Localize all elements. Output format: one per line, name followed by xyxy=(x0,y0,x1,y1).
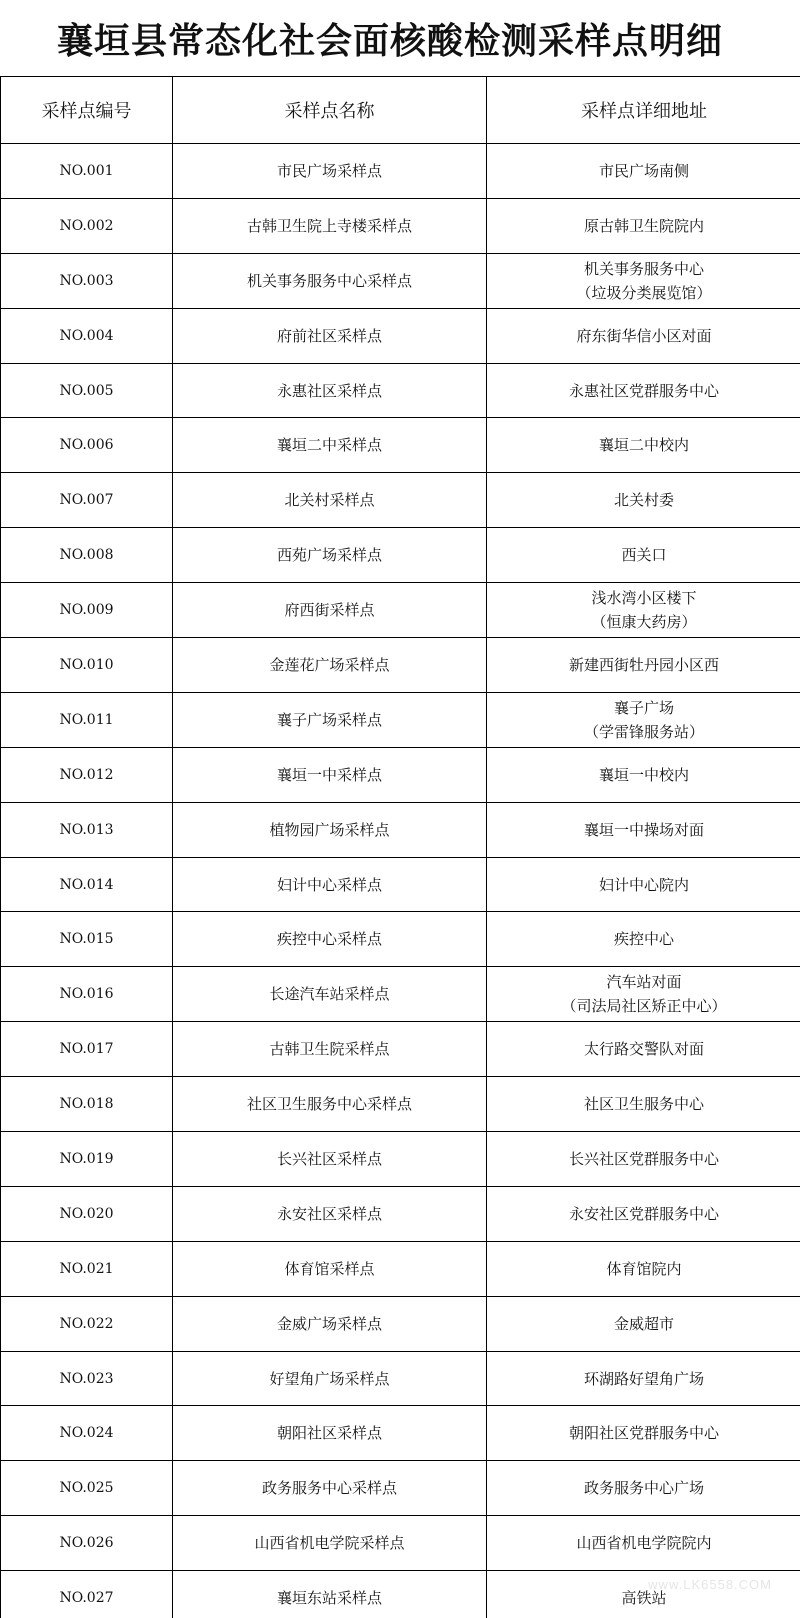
cell-name: 襄垣一中采样点 xyxy=(173,747,487,802)
cell-code: NO.018 xyxy=(1,1077,173,1132)
cell-code: NO.013 xyxy=(1,802,173,857)
cell-name: 永惠社区采样点 xyxy=(173,363,487,418)
cell-name: 市民广场采样点 xyxy=(173,144,487,199)
cell-name: 长兴社区采样点 xyxy=(173,1132,487,1187)
cell-code: NO.006 xyxy=(1,418,173,473)
address-line: 汽车站对面 xyxy=(606,973,682,992)
cell-address xyxy=(487,692,800,747)
cell-address xyxy=(487,1571,800,1618)
table-row xyxy=(1,1186,800,1241)
cell-address xyxy=(487,1516,800,1571)
address-line: 襄子广场 xyxy=(613,698,674,717)
header-row xyxy=(1,77,800,144)
cell-address xyxy=(487,1186,800,1241)
address-line: 府东街华信小区对面 xyxy=(576,326,712,345)
address-line: 襄垣二中校内 xyxy=(598,436,689,455)
cell-code: NO.021 xyxy=(1,1241,173,1296)
cell-code: NO.027 xyxy=(1,1571,173,1618)
cell-name: 社区卫生服务中心采样点 xyxy=(173,1077,487,1132)
table-row xyxy=(1,528,800,583)
cell-name: 西苑广场采样点 xyxy=(173,528,487,583)
cell-code: NO.001 xyxy=(1,144,173,199)
table-container xyxy=(0,76,800,1618)
cell-name: 永安社区采样点 xyxy=(173,1186,487,1241)
address-line: 政务服务中心广场 xyxy=(583,1479,704,1498)
table-row xyxy=(1,1351,800,1406)
table-row xyxy=(1,1296,800,1351)
cell-code: NO.019 xyxy=(1,1132,173,1187)
address-line: 高铁站 xyxy=(621,1589,667,1608)
table-row xyxy=(1,857,800,912)
table-row xyxy=(1,198,800,253)
cell-code: NO.025 xyxy=(1,1461,173,1516)
cell-address xyxy=(487,198,800,253)
cell-code: NO.011 xyxy=(1,692,173,747)
address-line: （学雷锋服务站） xyxy=(583,722,704,741)
table-row xyxy=(1,473,800,528)
cell-address xyxy=(487,1461,800,1516)
cell-name: 体育馆采样点 xyxy=(173,1241,487,1296)
cell-code: NO.004 xyxy=(1,308,173,363)
cell-name: 北关村采样点 xyxy=(173,473,487,528)
cell-code: NO.016 xyxy=(1,967,173,1022)
cell-address xyxy=(487,747,800,802)
address-line: 疾控中心 xyxy=(613,930,674,949)
cell-address xyxy=(487,1351,800,1406)
table-row xyxy=(1,583,800,638)
cell-address xyxy=(487,363,800,418)
address-line: 襄垣一中操场对面 xyxy=(583,820,704,839)
cell-name: 金莲花广场采样点 xyxy=(173,638,487,693)
table-row xyxy=(1,144,800,199)
table-row xyxy=(1,1132,800,1187)
address-line: 原古韩卫生院院内 xyxy=(583,216,704,235)
address-line: （垃圾分类展览馆） xyxy=(576,283,712,302)
table-row xyxy=(1,1516,800,1571)
cell-name: 府西街采样点 xyxy=(173,583,487,638)
table-row xyxy=(1,692,800,747)
table-row xyxy=(1,1241,800,1296)
cell-code: NO.009 xyxy=(1,583,173,638)
address-line: 西关口 xyxy=(621,546,667,565)
address-line: 浅水湾小区楼下 xyxy=(591,589,697,608)
cell-code: NO.014 xyxy=(1,857,173,912)
cell-code: NO.005 xyxy=(1,363,173,418)
address-line: 市民广场南侧 xyxy=(598,161,689,180)
watermark: www.LK6558.COM xyxy=(648,1577,772,1592)
cell-code: NO.003 xyxy=(1,253,173,308)
table-row xyxy=(1,1571,800,1618)
cell-address xyxy=(487,583,800,638)
table-row xyxy=(1,638,800,693)
cell-address xyxy=(487,1077,800,1132)
header-code: 采样点编号 xyxy=(1,77,173,144)
table-row xyxy=(1,1461,800,1516)
table-row xyxy=(1,418,800,473)
cell-code: NO.024 xyxy=(1,1406,173,1461)
cell-name: 襄子广场采样点 xyxy=(173,692,487,747)
cell-name: 襄垣二中采样点 xyxy=(173,418,487,473)
address-line: 襄垣一中校内 xyxy=(598,765,689,784)
address-line: 新建西街牡丹园小区西 xyxy=(568,655,719,674)
address-line: （恒康大药房） xyxy=(591,613,697,632)
cell-code: NO.020 xyxy=(1,1186,173,1241)
cell-code: NO.002 xyxy=(1,198,173,253)
address-line: 永安社区党群服务中心 xyxy=(568,1204,719,1223)
cell-name: 机关事务服务中心采样点 xyxy=(173,253,487,308)
table-row xyxy=(1,912,800,967)
cell-code: NO.007 xyxy=(1,473,173,528)
cell-name: 植物园广场采样点 xyxy=(173,802,487,857)
cell-address xyxy=(487,638,800,693)
address-line: 山西省机电学院院内 xyxy=(576,1534,712,1553)
address-line: 妇计中心院内 xyxy=(598,875,689,894)
table-row xyxy=(1,1406,800,1461)
address-line: （司法局社区矫正中心） xyxy=(561,997,727,1016)
cell-address xyxy=(487,144,800,199)
address-line: 金威超市 xyxy=(613,1314,674,1333)
cell-address xyxy=(487,1132,800,1187)
cell-name: 政务服务中心采样点 xyxy=(173,1461,487,1516)
cell-name: 妇计中心采样点 xyxy=(173,857,487,912)
cell-code: NO.023 xyxy=(1,1351,173,1406)
table-body xyxy=(1,144,800,1618)
sampling-points-table xyxy=(0,76,800,1618)
cell-code: NO.026 xyxy=(1,1516,173,1571)
cell-name: 好望角广场采样点 xyxy=(173,1351,487,1406)
table-row xyxy=(1,1022,800,1077)
table-row xyxy=(1,967,800,1022)
cell-name: 疾控中心采样点 xyxy=(173,912,487,967)
table-header xyxy=(1,77,800,144)
header-address: 采样点详细地址 xyxy=(487,77,800,144)
page-title: 襄垣县常态化社会面核酸检测采样点明细 xyxy=(56,20,723,62)
cell-address xyxy=(487,857,800,912)
address-line: 朝阳社区党群服务中心 xyxy=(568,1424,719,1443)
cell-name: 襄垣东站采样点 xyxy=(173,1571,487,1618)
cell-code: NO.022 xyxy=(1,1296,173,1351)
cell-address xyxy=(487,418,800,473)
cell-address xyxy=(487,1296,800,1351)
address-line: 环湖路好望角广场 xyxy=(583,1369,704,1388)
address-line: 永惠社区党群服务中心 xyxy=(568,381,719,400)
cell-name: 金威广场采样点 xyxy=(173,1296,487,1351)
cell-address xyxy=(487,1241,800,1296)
cell-address xyxy=(487,308,800,363)
cell-address xyxy=(487,912,800,967)
address-line: 机关事务服务中心 xyxy=(583,259,704,278)
cell-name: 朝阳社区采样点 xyxy=(173,1406,487,1461)
table-row xyxy=(1,747,800,802)
cell-code: NO.008 xyxy=(1,528,173,583)
cell-address xyxy=(487,528,800,583)
cell-name: 古韩卫生院上寺楼采样点 xyxy=(173,198,487,253)
cell-name: 长途汽车站采样点 xyxy=(173,967,487,1022)
cell-address xyxy=(487,967,800,1022)
cell-name: 山西省机电学院采样点 xyxy=(173,1516,487,1571)
cell-name: 府前社区采样点 xyxy=(173,308,487,363)
title-bar xyxy=(0,0,800,76)
cell-code: NO.010 xyxy=(1,638,173,693)
cell-address xyxy=(487,802,800,857)
address-line: 社区卫生服务中心 xyxy=(583,1095,704,1114)
header-name: 采样点名称 xyxy=(173,77,487,144)
table-row xyxy=(1,363,800,418)
table-row xyxy=(1,308,800,363)
table-row xyxy=(1,802,800,857)
cell-code: NO.015 xyxy=(1,912,173,967)
address-line: 太行路交警队对面 xyxy=(583,1040,704,1059)
cell-address xyxy=(487,1022,800,1077)
address-line: 体育馆院内 xyxy=(606,1259,682,1278)
cell-name: 古韩卫生院采样点 xyxy=(173,1022,487,1077)
cell-address xyxy=(487,1406,800,1461)
table-row xyxy=(1,253,800,308)
cell-code: NO.017 xyxy=(1,1022,173,1077)
cell-code: NO.012 xyxy=(1,747,173,802)
cell-address xyxy=(487,473,800,528)
address-line: 长兴社区党群服务中心 xyxy=(568,1149,719,1168)
cell-address xyxy=(487,253,800,308)
address-line: 北关村委 xyxy=(613,491,674,510)
table-row xyxy=(1,1077,800,1132)
